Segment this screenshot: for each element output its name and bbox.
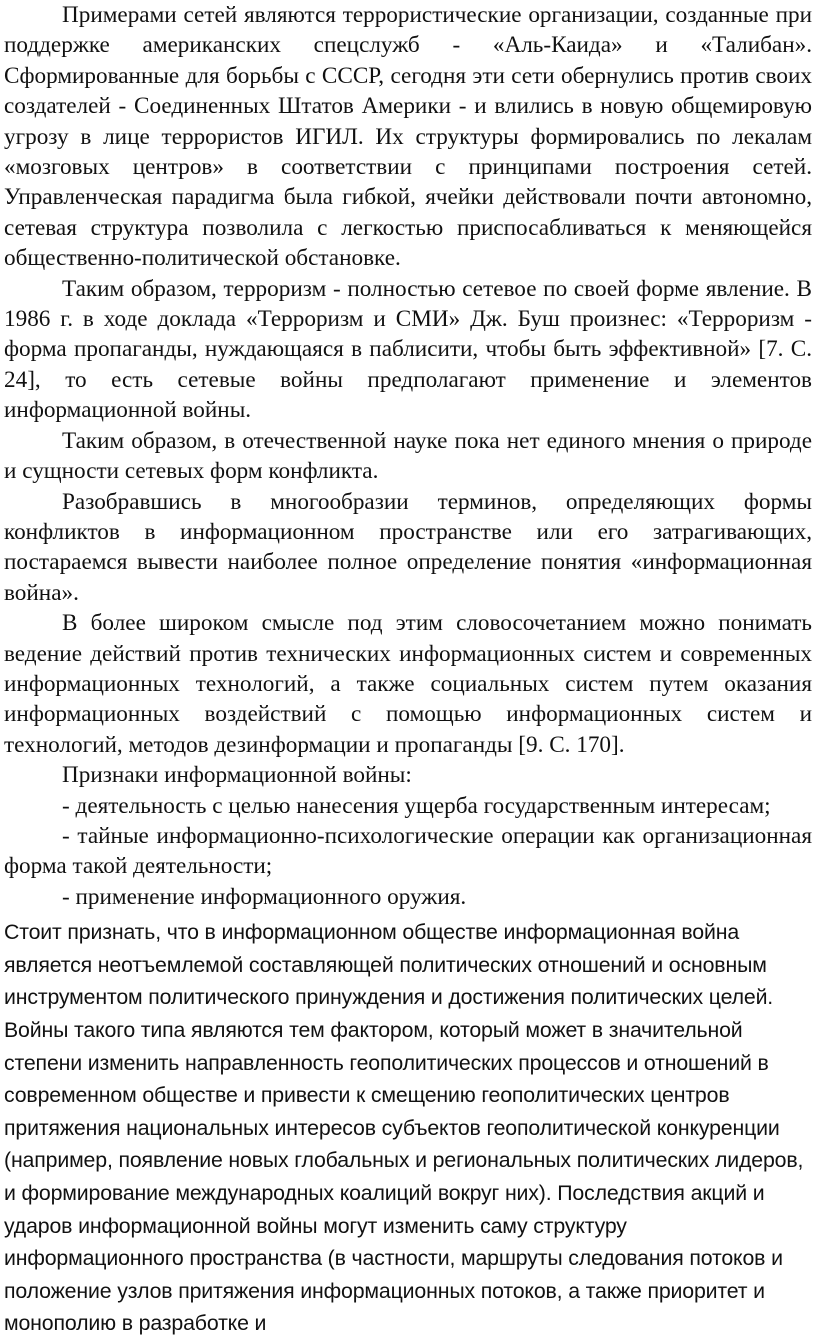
document-page [4,0,812,1340]
list-item-psyops: - тайные информационно-психологические операции как организационная форма такой деятельности; [4,822,812,880]
paragraph-terror-networks: Примерами сетей являются террористические организации, созданные при поддержке американских спецслужб - «Аль-Каида» и «Талибан». Сформированные для борьбы с СССР, сегодня эти сети обернулись против своих создателей - Соединенных Штатов Америки - и влились в новую общемировую угрозу в лице террористов ИГИЛ. Их структуры формировались по лекалам «мозговых центров» в соответствии с принципами построения сетей. Управленческая парадигма была гибкой, ячейки действовали почти автономно, сетевая структура позволила с легкостью приспосабливаться к меняющейся общественно-политической обстановке. [4,2,812,272]
paragraph-terrorism-network: Таким образом, терроризм - полностью сетевое по своей форме явление. В 1986 г. в ходе доклада «Терроризм и СМИ» Дж. Буш произнес: «Терроризм - форма пропаганды, нуждающаяся в паблисити, чтобы быть эффективной» [7. С. 24], то есть сетевые войны предполагают применение и элементов информационной войны. [4,275,812,424]
paragraph-broad-definition: В более широком смысле под этим словосочетанием можно понимать ведение действий против технических информационных систем и современных информационных технологий, а также социальных систем путем оказания информационных воздействий с помощью информационных систем и технологий, методов дезинформации и пропаганды [9. С. 170]. [4,610,812,758]
paragraph-information-war-role: Стоит признать, что в информационном обществе информационная война является неотъемлемой составляющей политических отношений и основным инструментом политического принуждения и достижения политических целей. Войны такого типа являются тем фактором, который может в значительной степени изменить направленность геополитических процессов и отношений в современном обществе и привести к смещению геополитических центров притяжения национальных интересов субъектов геополитической конкуренции (например, появление новых глобальных и региональных политических лидеров, и формирование международных коалиций вокруг них). Последствия акций и ударов информационной войны могут изменить саму структуру информационного пространства (в частности, маршруты следования потоков и положение узлов притяжения информационных потоков, а также приоритет и монополию в разработке и [4,920,804,1336]
paragraph-definition-intro: Разобравшись в многообразии терминов, определяющих формы конфликтов в информационном пространстве или его затрагивающих, постараемся вывести наиболее полное определение понятия «информационная война». [4,488,812,606]
paragraph-signs-heading: Признаки информационной войны: [62,762,412,789]
sans-text-block [4,916,812,1340]
list-item-damage: - деятельность с целью нанесения ущерба государственным интересам; [62,792,771,819]
list-item-weapons: - применение информационного оружия. [62,883,467,910]
paragraph-no-consensus: Таким образом, в отечественной науке пока нет единого мнения о природе и сущности сетевых форм конфликта. [4,427,812,485]
serif-text-block [4,0,812,912]
